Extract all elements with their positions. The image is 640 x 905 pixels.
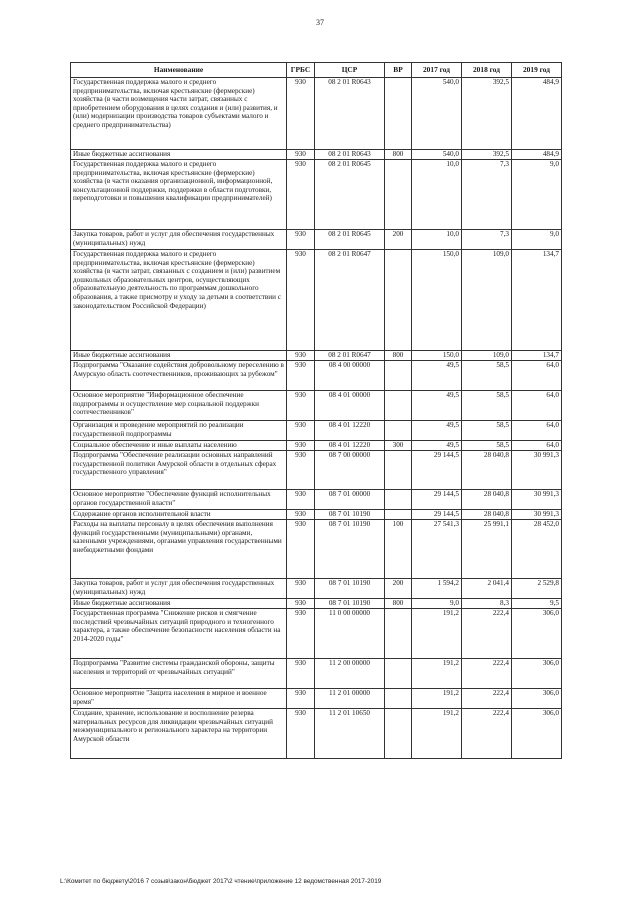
cell-y2018: 58,5 <box>462 421 512 441</box>
table-row <box>71 230 562 250</box>
table-row <box>71 599 562 609</box>
cell-grbs: 930 <box>287 709 315 759</box>
cell-y2019: 9,0 <box>512 230 562 250</box>
cell-csr: 08 4 01 12220 <box>315 441 385 451</box>
cell-name: Содержание органов исполнительной власти <box>71 510 287 520</box>
cell-y2017: 49,5 <box>412 441 462 451</box>
cell-name: Создание, хранение, использование и восполнение резерва материальных ресурсов для ликвидации чрезвычайных ситуаций межмуниципального и регионального характера на территории Амурской области <box>71 709 287 759</box>
cell-vr: 800 <box>385 150 412 160</box>
cell-csr: 08 7 01 10190 <box>315 520 385 579</box>
cell-y2018: 222,4 <box>462 689 512 709</box>
cell-csr: 11 2 01 00000 <box>315 689 385 709</box>
cell-name: Иные бюджетные ассигнования <box>71 150 287 160</box>
table-header-row <box>71 63 562 78</box>
table-row <box>71 490 562 510</box>
cell-y2017: 29 144,5 <box>412 510 462 520</box>
cell-y2018: 58,5 <box>462 361 512 391</box>
cell-name: Основное мероприятие "Обеспечение функций исполнительных органов государственной власти" <box>71 490 287 510</box>
cell-name: Иные бюджетные ассигнования <box>71 351 287 361</box>
cell-y2017: 9,0 <box>412 599 462 609</box>
cell-y2017: 150,0 <box>412 250 462 351</box>
cell-csr: 08 4 01 00000 <box>315 391 385 421</box>
cell-y2017: 191,2 <box>412 709 462 759</box>
cell-grbs: 930 <box>287 520 315 579</box>
cell-vr <box>385 689 412 709</box>
cell-name: Государственная поддержка малого и среднего предпринимательства, включая крестьянские (фермерские) хозяйства (в части возмещения части затрат, связанных с приобретением оборудования в целях создания и (или) развития, и (или) модернизации производства товаров субъектами малого и среднего предпринимательства) <box>71 78 287 150</box>
cell-y2017: 49,5 <box>412 421 462 441</box>
table-row <box>71 520 562 579</box>
cell-name: Государственная поддержка малого и среднего предпринимательства, включая крестьянские (фермерские) хозяйства (в части затрат, связанных с созданием и (или) развитием дошкольных образовательных центров, осуществляющих образовательную деятельность по программам дошкольного образования, а также присмотру и уходу за детьми в соответствии с законодательством Российской Федерации) <box>71 250 287 351</box>
cell-grbs: 930 <box>287 391 315 421</box>
cell-name: Основное мероприятие "Защита населения в мирное и военное время" <box>71 689 287 709</box>
header-vr: ВР <box>385 63 412 78</box>
cell-y2018: 58,5 <box>462 391 512 421</box>
cell-csr: 08 2 01 R0643 <box>315 150 385 160</box>
cell-y2018: 8,3 <box>462 599 512 609</box>
cell-y2018: 392,5 <box>462 150 512 160</box>
header-2018: 2018 год <box>462 63 512 78</box>
cell-y2018: 222,4 <box>462 659 512 689</box>
cell-y2019: 64,0 <box>512 391 562 421</box>
cell-y2018: 28 040,8 <box>462 510 512 520</box>
cell-y2019: 64,0 <box>512 361 562 391</box>
table-row <box>71 609 562 659</box>
cell-csr: 11 0 00 00000 <box>315 609 385 659</box>
cell-vr <box>385 609 412 659</box>
cell-vr: 200 <box>385 230 412 250</box>
cell-csr: 08 4 01 12220 <box>315 421 385 441</box>
cell-vr <box>385 361 412 391</box>
cell-y2017: 540,0 <box>412 78 462 150</box>
table-row <box>71 441 562 451</box>
cell-grbs: 930 <box>287 78 315 150</box>
cell-y2019: 2 529,8 <box>512 579 562 599</box>
cell-grbs: 930 <box>287 250 315 351</box>
cell-y2018: 7,3 <box>462 160 512 230</box>
cell-y2019: 9,5 <box>512 599 562 609</box>
cell-name: Основное мероприятие "Информационное обеспечение подпрограммы и осуществление мер социальной поддержки соотечественников" <box>71 391 287 421</box>
cell-csr: 08 7 01 00000 <box>315 490 385 510</box>
cell-y2017: 150,0 <box>412 351 462 361</box>
table-row <box>71 78 562 150</box>
cell-grbs: 930 <box>287 599 315 609</box>
table-row <box>71 160 562 230</box>
cell-y2018: 222,4 <box>462 609 512 659</box>
cell-y2019: 30 991,3 <box>512 510 562 520</box>
cell-y2017: 191,2 <box>412 659 462 689</box>
cell-vr: 800 <box>385 599 412 609</box>
cell-grbs: 930 <box>287 361 315 391</box>
cell-y2019: 306,0 <box>512 709 562 759</box>
header-2019: 2019 год <box>512 63 562 78</box>
cell-csr: 11 2 01 10650 <box>315 709 385 759</box>
header-2017: 2017 год <box>412 63 462 78</box>
cell-grbs: 930 <box>287 451 315 490</box>
cell-y2019: 306,0 <box>512 609 562 659</box>
table-row <box>71 150 562 160</box>
cell-name: Подпрограмма "Оказание содействия добровольному переселению в Амурскую область соотечественников, проживающих за рубежом" <box>71 361 287 391</box>
cell-vr <box>385 659 412 689</box>
cell-vr <box>385 78 412 150</box>
table-row <box>71 250 562 351</box>
cell-y2018: 109,0 <box>462 351 512 361</box>
cell-vr: 200 <box>385 579 412 599</box>
cell-vr <box>385 160 412 230</box>
cell-vr: 100 <box>385 520 412 579</box>
table-row <box>71 451 562 490</box>
cell-name: Закупка товаров, работ и услуг для обеспечения государственных (муниципальных) нужд <box>71 579 287 599</box>
cell-csr: 08 4 00 00000 <box>315 361 385 391</box>
cell-y2018: 392,5 <box>462 78 512 150</box>
cell-grbs: 930 <box>287 510 315 520</box>
cell-y2019: 484,9 <box>512 78 562 150</box>
cell-y2018: 25 991,1 <box>462 520 512 579</box>
cell-vr <box>385 391 412 421</box>
header-name: Наименование <box>71 63 287 78</box>
table-row <box>71 351 562 361</box>
cell-csr: 08 7 00 00000 <box>315 451 385 490</box>
cell-y2019: 28 452,0 <box>512 520 562 579</box>
cell-vr <box>385 709 412 759</box>
cell-y2018: 28 040,8 <box>462 451 512 490</box>
cell-grbs: 930 <box>287 609 315 659</box>
table-row <box>71 421 562 441</box>
cell-name: Государственная программа "Снижение рисков и смягчение последствий чрезвычайных ситуаций природного и техногенного характера, а также обеспечение безопасности населения области на 2014-2020 годы" <box>71 609 287 659</box>
cell-y2018: 2 041,4 <box>462 579 512 599</box>
cell-grbs: 930 <box>287 150 315 160</box>
table-row <box>71 361 562 391</box>
cell-name: Закупка товаров, работ и услуг для обеспечения государственных (муниципальных) нужд <box>71 230 287 250</box>
cell-y2019: 134,7 <box>512 351 562 361</box>
table-row <box>71 391 562 421</box>
cell-csr: 08 7 01 10190 <box>315 510 385 520</box>
cell-vr <box>385 510 412 520</box>
cell-y2018: 222,4 <box>462 709 512 759</box>
cell-vr <box>385 490 412 510</box>
cell-y2019: 9,0 <box>512 160 562 230</box>
budget-table <box>70 62 562 759</box>
cell-csr: 08 2 01 R0643 <box>315 78 385 150</box>
cell-grbs: 930 <box>287 490 315 510</box>
cell-csr: 08 2 01 R0645 <box>315 230 385 250</box>
cell-name: Организация и проведение мероприятий по реализации государственной подпрограммы <box>71 421 287 441</box>
cell-y2019: 64,0 <box>512 421 562 441</box>
cell-vr <box>385 421 412 441</box>
cell-y2018: 109,0 <box>462 250 512 351</box>
cell-grbs: 930 <box>287 160 315 230</box>
cell-y2017: 49,5 <box>412 361 462 391</box>
cell-name: Государственная поддержка малого и среднего предпринимательства, включая крестьянские (фермерские) хозяйства (в части оказания организационной, информационной, консультационной поддержки, поддержки в области подготовки, переподготовки и повышения квалификации предпринимателей) <box>71 160 287 230</box>
cell-csr: 08 2 01 R0647 <box>315 351 385 361</box>
cell-y2017: 10,0 <box>412 160 462 230</box>
header-grbs: ГРБС <box>287 63 315 78</box>
table-row <box>71 510 562 520</box>
cell-vr <box>385 250 412 351</box>
header-csr: ЦСР <box>315 63 385 78</box>
cell-y2017: 10,0 <box>412 230 462 250</box>
cell-y2018: 28 040,8 <box>462 490 512 510</box>
cell-y2019: 306,0 <box>512 659 562 689</box>
cell-name: Подпрограмма "Обеспечение реализации основных направлений государственной политики Амурской области в отдельных сферах государственного управления" <box>71 451 287 490</box>
cell-vr <box>385 451 412 490</box>
cell-name: Иные бюджетные ассигнования <box>71 599 287 609</box>
cell-y2017: 191,2 <box>412 689 462 709</box>
cell-y2019: 134,7 <box>512 250 562 351</box>
cell-grbs: 930 <box>287 230 315 250</box>
cell-y2019: 306,0 <box>512 689 562 709</box>
page-number: 37 <box>316 18 324 27</box>
cell-grbs: 930 <box>287 689 315 709</box>
cell-y2019: 484,9 <box>512 150 562 160</box>
cell-y2017: 1 594,2 <box>412 579 462 599</box>
cell-csr: 08 7 01 10190 <box>315 579 385 599</box>
cell-name: Социальное обеспечение и иные выплаты населению <box>71 441 287 451</box>
cell-name: Расходы на выплаты персоналу в целях обеспечения выполнения функций государственными (муниципальными) органами, казенными учреждениями, органами управления государственными внебюджетными фондами <box>71 520 287 579</box>
cell-name: Подпрограмма "Развитие системы гражданской обороны, защиты населения и территорий от чрезвычайных ситуаций" <box>71 659 287 689</box>
cell-grbs: 930 <box>287 351 315 361</box>
cell-y2017: 540,0 <box>412 150 462 160</box>
cell-y2019: 30 991,3 <box>512 451 562 490</box>
cell-y2017: 29 144,5 <box>412 490 462 510</box>
cell-y2017: 49,5 <box>412 391 462 421</box>
table-row <box>71 659 562 689</box>
cell-y2019: 64,0 <box>512 441 562 451</box>
cell-y2018: 58,5 <box>462 441 512 451</box>
cell-y2017: 29 144,5 <box>412 451 462 490</box>
table-row <box>71 709 562 759</box>
table-row <box>71 579 562 599</box>
cell-csr: 08 2 01 R0645 <box>315 160 385 230</box>
cell-y2017: 191,2 <box>412 609 462 659</box>
cell-grbs: 930 <box>287 421 315 441</box>
cell-vr: 300 <box>385 441 412 451</box>
cell-csr: 08 7 01 10190 <box>315 599 385 609</box>
cell-grbs: 930 <box>287 659 315 689</box>
cell-y2017: 27 541,3 <box>412 520 462 579</box>
cell-y2018: 7,3 <box>462 230 512 250</box>
footer-file-path: L:\Комитет по бюджету\2016 7 созыв\закон\бюджет 2017\2 чтение\приложение 12 ведомственная 2017-2019 <box>60 878 382 885</box>
cell-csr: 08 2 01 R0647 <box>315 250 385 351</box>
cell-grbs: 930 <box>287 441 315 451</box>
cell-y2019: 30 991,3 <box>512 490 562 510</box>
cell-csr: 11 2 00 00000 <box>315 659 385 689</box>
cell-grbs: 930 <box>287 579 315 599</box>
table-row <box>71 689 562 709</box>
cell-vr: 800 <box>385 351 412 361</box>
